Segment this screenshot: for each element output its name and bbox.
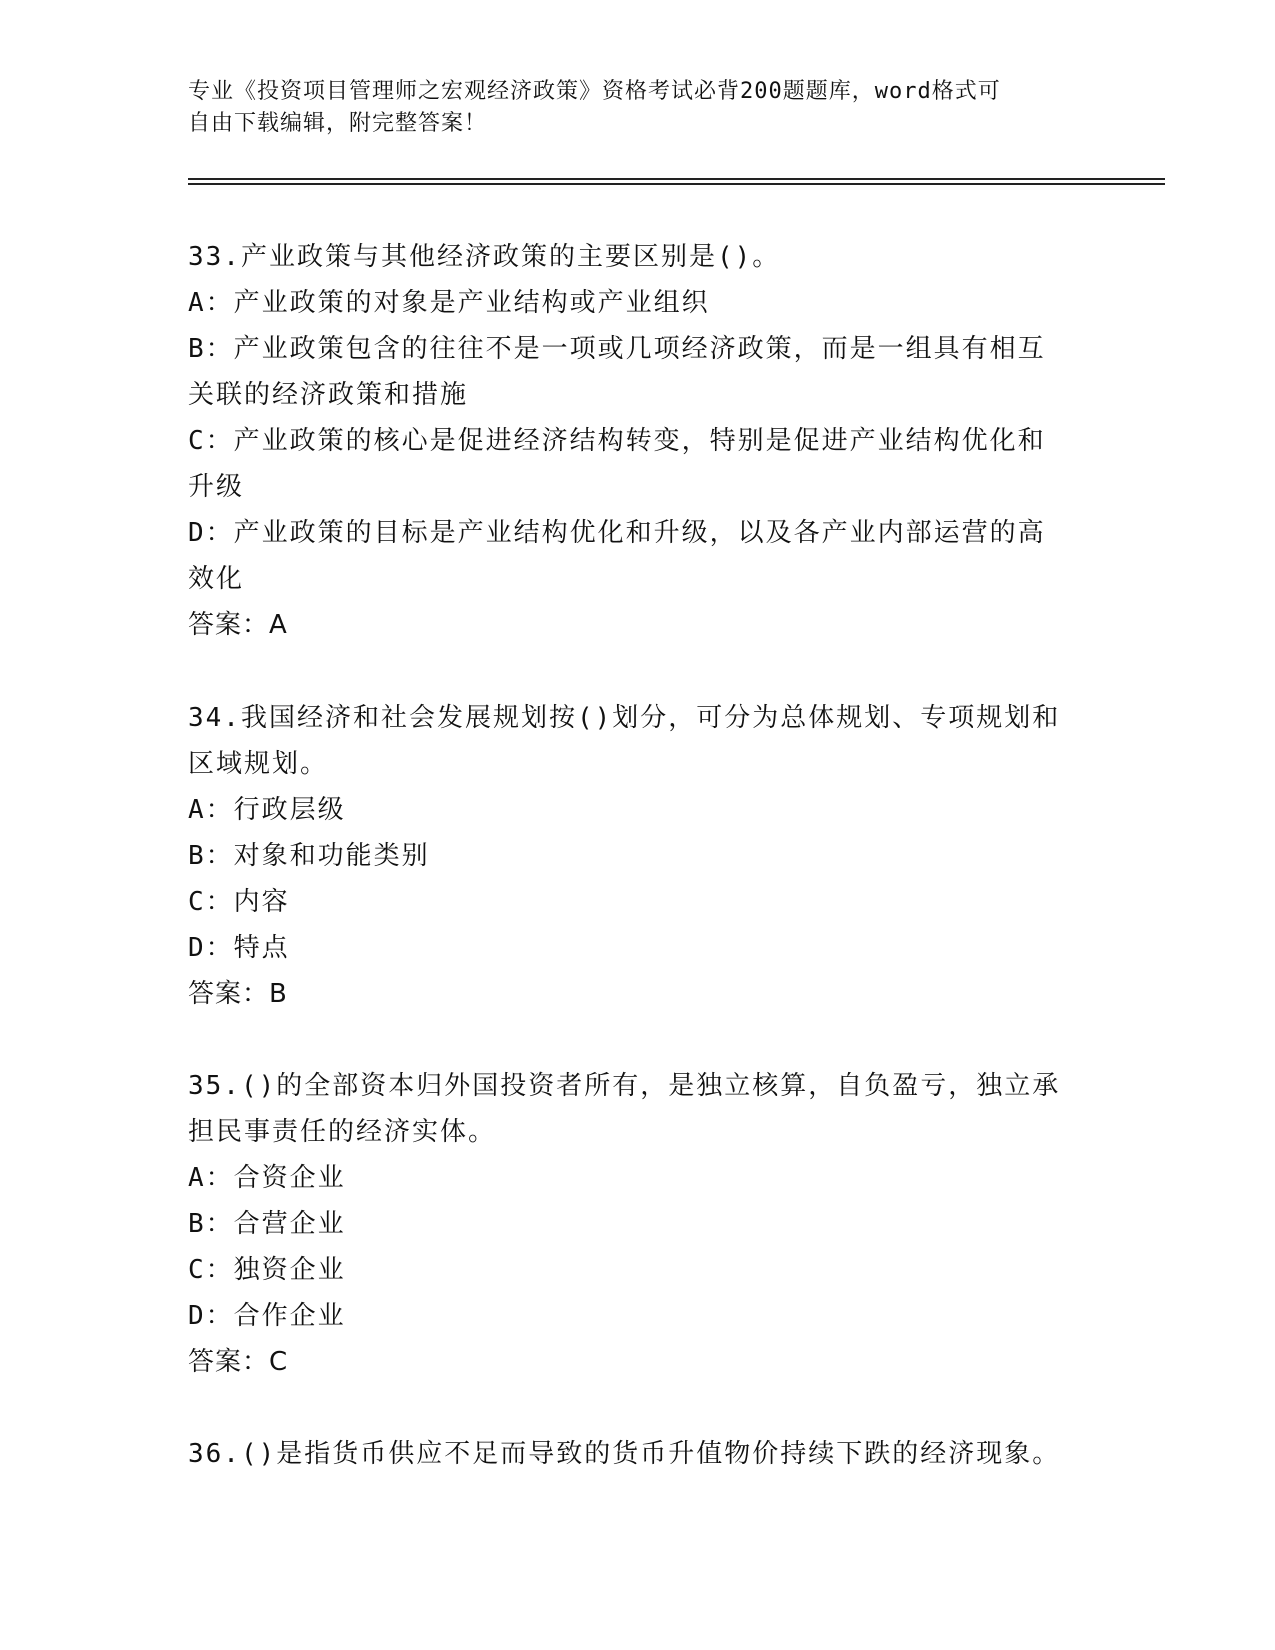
answer: 答案：C bbox=[188, 1347, 289, 1377]
question-stem-cont: 区域规划。 bbox=[188, 749, 329, 779]
question-stem: 36.()是指货币供应不足而导致的货币升值物价持续下跌的经济现象。 bbox=[188, 1439, 1061, 1469]
option-c: C：独资企业 bbox=[188, 1255, 346, 1285]
option-d: D：合作企业 bbox=[188, 1301, 346, 1331]
option-c: C：内容 bbox=[188, 887, 290, 917]
option-a: A：产业政策的对象是产业结构或产业组织 bbox=[188, 288, 710, 318]
option-d: D：产业政策的目标是产业结构优化和升级，以及各产业内部运营的高 bbox=[188, 518, 1046, 548]
header-line-2: 自由下载编辑，附完整答案！ bbox=[188, 111, 488, 136]
question-stem-cont: 担民事责任的经济实体。 bbox=[188, 1117, 497, 1147]
option-d-cont: 效化 bbox=[188, 564, 245, 594]
document-header bbox=[188, 76, 1088, 140]
question-34 bbox=[188, 695, 1088, 1017]
option-a: A：合资企业 bbox=[188, 1163, 346, 1193]
answer: 答案：A bbox=[188, 610, 288, 640]
question-36 bbox=[188, 1431, 1088, 1477]
question-stem: 33.产业政策与其他经济政策的主要区别是()。 bbox=[188, 242, 781, 272]
option-c: C：产业政策的核心是促进经济结构转变，特别是促进产业结构优化和 bbox=[188, 426, 1046, 456]
question-33 bbox=[188, 234, 1088, 648]
header-divider-top bbox=[188, 178, 1165, 180]
header-line-1: 专业《投资项目管理师之宏观经济政策》资格考试必背200题题库，word格式可 bbox=[188, 79, 1001, 104]
option-b: B：对象和功能类别 bbox=[188, 841, 430, 871]
option-b-cont: 关联的经济政策和措施 bbox=[188, 380, 469, 410]
option-b: B：合营企业 bbox=[188, 1209, 346, 1239]
question-stem: 35.()的全部资本归外国投资者所有，是独立核算，自负盈亏，独立承 bbox=[188, 1071, 1061, 1101]
answer: 答案：B bbox=[188, 979, 288, 1009]
option-b: B：产业政策包含的往往不是一项或几项经济政策，而是一组具有相互 bbox=[188, 334, 1046, 364]
question-stem: 34.我国经济和社会发展规划按()划分，可分为总体规划、专项规划和 bbox=[188, 703, 1061, 733]
header-divider-bottom bbox=[188, 183, 1165, 185]
option-c-cont: 升级 bbox=[188, 472, 245, 502]
question-35 bbox=[188, 1063, 1088, 1385]
option-a: A：行政层级 bbox=[188, 795, 346, 825]
option-d: D：特点 bbox=[188, 933, 290, 963]
